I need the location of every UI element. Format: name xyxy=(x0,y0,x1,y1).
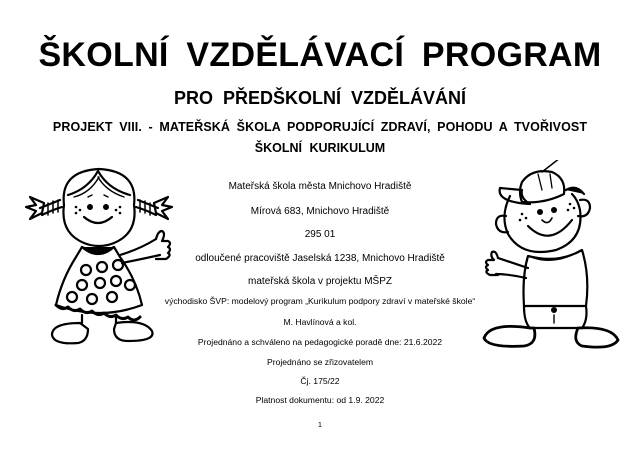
reference-number: Čj. 175/22 xyxy=(300,376,340,386)
program-basis: východisko ŠVP: modelový program „Kurikulum podpory zdraví v mateřské škole“ xyxy=(164,296,476,306)
school-address: Mírová 683, Mnichovo Hradiště xyxy=(250,206,390,217)
school-name: Mateřská škola města Mnichovo Hradiště xyxy=(228,181,412,192)
validity-date: Platnost dokumentu: od 1.9. 2022 xyxy=(255,395,385,405)
program-authors: M. Havlínová a kol. xyxy=(283,317,357,327)
founder-note: Projednáno se zřizovatelem xyxy=(266,357,374,367)
project-membership: mateřská škola v projektu MŠPZ xyxy=(248,276,392,287)
project-heading: PROJEKT VIII. - MATEŘSKÁ ŠKOLA PODPORUJÍCÍ ZDRAVÍ, POHODU A TVOŘIVOST xyxy=(52,120,588,134)
girl-cartoon-icon xyxy=(20,155,180,350)
page-number: 1 xyxy=(317,420,323,429)
branch-address: odloučené pracoviště Jaselská 1238, Mnichovo Hradiště xyxy=(195,253,445,264)
boy-cartoon-icon xyxy=(470,160,630,350)
approval-note: Projednáno a schváleno na pedagogické poradě dne: 21.6.2022 xyxy=(197,337,443,347)
document-subtitle: PRO PŘEDŠKOLNÍ VZDĚLÁVÁNÍ xyxy=(173,88,467,108)
document-title: ŠKOLNÍ VZDĚLÁVACÍ PROGRAM xyxy=(38,36,602,74)
curriculum-heading: ŠKOLNÍ KURIKULUM xyxy=(254,141,386,155)
postal-code: 295 01 xyxy=(304,229,336,240)
